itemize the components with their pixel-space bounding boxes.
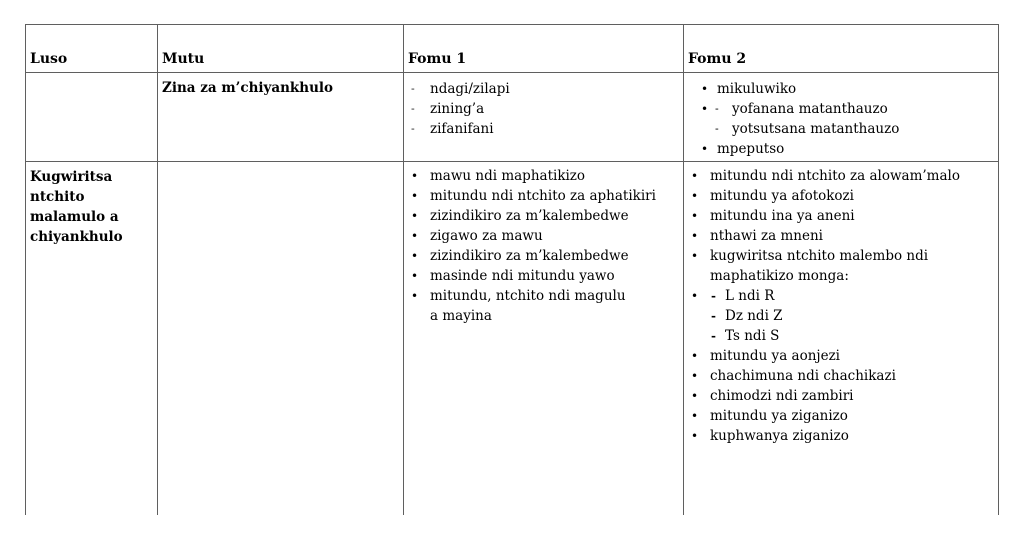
sublist-item: - Ts ndi S xyxy=(710,326,998,346)
list-item: • mitundu ndi ntchito za alowam’malo xyxy=(691,166,998,186)
list-item: • mitundu ndi ntchito za aphatikiri xyxy=(411,186,683,206)
header-row xyxy=(26,25,999,73)
sublist-item: - yotsutsana matanthauzo xyxy=(715,119,998,139)
sublist-item: - • yofanana matanthauzo xyxy=(715,99,998,119)
list-item: • zizindikiro za m’kalembedwe xyxy=(411,206,683,226)
fomu2-list-b xyxy=(684,346,998,446)
cell-fomu1 xyxy=(404,162,684,516)
mutu-label: Zina za m’chiyankhulo xyxy=(162,80,334,96)
list-item: • nthawi za mneni xyxy=(691,226,998,246)
list-item: • mitundu ina ya aneni xyxy=(691,206,998,226)
list-item: • kugwiritsa ntchito malembo ndi maphatikizo monga: xyxy=(691,246,950,286)
list-item: - ndagi/zilapi xyxy=(411,79,683,99)
list-item: • mikuluwiko xyxy=(701,79,998,99)
fomu1-list xyxy=(404,162,683,326)
list-item: • mitundu ya aonjezi xyxy=(691,346,998,366)
list-item: - zifanifani xyxy=(411,119,683,139)
fomu2-list-a xyxy=(684,162,998,346)
list-item: • chimodzi ndi zambiri xyxy=(691,386,998,406)
curriculum-table xyxy=(25,24,999,515)
sublist xyxy=(701,99,998,139)
list-item: • zigawo za mawu xyxy=(411,226,683,246)
cell-fomu1 xyxy=(404,73,684,162)
header-fomu2: Fomu 2 xyxy=(684,25,999,73)
header-fomu1: Fomu 1 xyxy=(404,25,684,73)
cell-mutu xyxy=(158,73,404,162)
list-item: • masinde ndi mitundu yawo xyxy=(411,266,683,286)
sublist xyxy=(710,286,998,346)
list-item: • mpeputso xyxy=(701,139,998,159)
list-item: • chachimuna ndi chachikazi xyxy=(691,366,998,386)
header-luso: Luso xyxy=(26,25,158,73)
list-item: • mawu ndi maphatikizo xyxy=(411,166,683,186)
cell-fomu2 xyxy=(684,73,999,162)
list-item: • mitundu ya ziganizo xyxy=(691,406,998,426)
list-item: • zizindikiro za m’kalembedwe xyxy=(411,246,683,266)
cell-mutu-empty xyxy=(158,162,404,516)
list-item: • kuphwanya ziganizo xyxy=(691,426,998,446)
list-item: • mitundu, ntchito ndi magulu a mayina xyxy=(411,286,630,326)
sublist-item: - Dz ndi Z xyxy=(710,306,998,326)
sublist-item: - • L ndi R xyxy=(710,286,998,306)
cell-luso xyxy=(26,162,158,516)
fomu2-list xyxy=(684,73,998,159)
table-row xyxy=(26,73,999,162)
cell-fomu2 xyxy=(684,162,999,516)
list-item: • mitundu ya afotokozi xyxy=(691,186,998,206)
sublist-wrapper xyxy=(691,286,998,346)
table-row xyxy=(26,162,999,516)
sublist-wrapper xyxy=(701,99,998,139)
fomu1-list xyxy=(404,73,683,139)
cell-luso-empty xyxy=(26,73,158,162)
list-item: - zining’a xyxy=(411,99,683,119)
luso-label: Kugwiritsa ntchito malamulo a chiyankhulo xyxy=(30,169,123,245)
header-mutu: Mutu xyxy=(158,25,404,73)
curriculum-table-container xyxy=(25,24,998,533)
